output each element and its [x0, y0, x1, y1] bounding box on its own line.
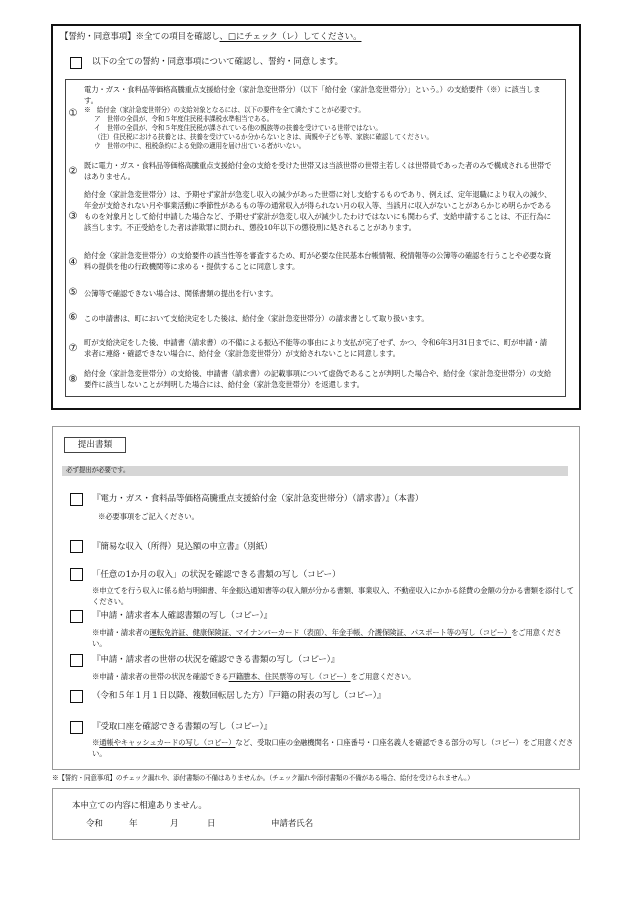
date-month: 月: [170, 819, 179, 829]
declaration-statement: 本申立ての内容に相違ありません。: [72, 801, 207, 811]
must-submit-bar: [62, 466, 568, 476]
document-7-note: ※通帳やキャッシュカードの写し（コピー）など、受取口座の金融機関名・口座番号・口座名義人を確認できる部分の写し（コピー）をご用意ください。: [92, 738, 574, 758]
document-7-title: 『受取口座を確認できる書類の写し（コピー）』: [92, 722, 273, 732]
document-6-title: （令和５年１月１日以降、複数回転居した方）『戸籍の附表の写し（コピー）』: [92, 691, 386, 701]
document-5-note: ※申請・請求者の世帯の状況を確認できる戸籍謄本、住民票等の写し（コピー）をご用意ください。: [92, 672, 416, 681]
all-agree-checkbox[interactable]: [70, 57, 82, 69]
pledge-item-2-text: 既に電力・ガス・食料品等価格高騰重点支援給付金の支給を受けた世帯又は当該世帯の世帯主若しくは世帯員であった者のみで構成される世帯ではありません。: [84, 161, 552, 181]
pledge-item-1-note-caution: （注）住民税における扶養とは、扶養を受けているか分からないときは、両親や子ども等、家族に確認してください。: [94, 133, 433, 141]
document-1-title: 『電力・ガス・食料品等価格高騰重点支援給付金（家計急変世帯分）（請求書）』（本書）: [92, 494, 424, 504]
document-checkbox[interactable]: [70, 568, 83, 581]
document-3-title: 「任意の1か月の収入」の状況を確認できる書類の写し（コピー）: [92, 570, 341, 580]
document-4-title: 『申請・請求者本人確認書類の写し（コピー）』: [92, 611, 273, 621]
pledge-heading-bracket: 【誓約・同意事項】: [60, 32, 136, 42]
pledge-item-5-text: 公簿等で確認できない場合は、関係書類の提出を行います。: [84, 289, 278, 298]
declaration-section: [52, 788, 580, 840]
document-1-note: ※必要事項をご記入ください。: [98, 512, 199, 521]
document-checkbox[interactable]: [70, 690, 83, 703]
pledge-item-number: ①: [68, 108, 78, 119]
pledge-heading: [60, 31, 575, 44]
all-agree-text: 以下の全ての誓約・同意事項について確認し、誓約・同意します。: [92, 57, 343, 67]
footer-note: ※【誓約・同意事項】のチェック漏れや、添付書類の不備はありませんか。（チェック漏れや添付書類の不備がある場合、給付を受けられません。）: [52, 774, 474, 782]
document-2-title: 『簡易な収入（所得）見込額の申立書』（別紙）: [92, 542, 273, 552]
applicant-name-label: 申請者氏名: [271, 819, 313, 829]
document-checkbox[interactable]: [70, 493, 83, 506]
pledge-item-1-note-i: イ 世帯の全員が、令和５年度住民税が課されている他の親族等の扶養を受けている世帯ではない。: [94, 124, 382, 132]
document-4-note: ※申請・請求者の運転免許証、健康保険証、マイナンバーカード（表面）、年金手帳、介護保険証、パスポート等の写し（コピー）をご用意ください。: [92, 628, 562, 648]
pledge-heading-instruction: 、□にチェック（レ）してください。: [219, 32, 362, 42]
pledge-item-number: ⑧: [68, 374, 78, 385]
pledge-item-8-text: 給付金（家計急変世帯分）の支給後、申請書（請求書）の記載事項について虚偽であることが判明した場合や、給付金（家計急変世帯分）の支給要件に該当しないことが判明した場合には、給付金（家計急変世帯分）を返還します。: [84, 369, 552, 389]
document-3-note: ※申立てを行う収入に係る給与明細書、年金振込通知書等の収入額が分かる書類、事業収入、不動産収入にかかる経費の金額の分かる書類を添付してください。: [92, 586, 574, 606]
pledge-item-1-note: ※ 給付金（家計急変世帯分）の支給対象となるには、以下の要件を全て満たすことが必要です。: [84, 106, 365, 114]
documents-label: 提出書類: [64, 437, 126, 453]
date-year: 年: [129, 819, 138, 829]
pledge-item-1-note-a: ア 世帯の全員が、令和５年度住民税非課税水準相当である。: [94, 115, 274, 123]
pledge-item-7-text: 町が支給決定をした後、申請書（請求書）の不備による振込不能等の事由により支払が完了せず、かつ、令和6年3月31日までに、町が申請・請求者に連絡・確認できない場合に、給付金（家計急変世帯分）が支給されないことに同意します。: [84, 338, 547, 358]
pledge-item-number: ③: [68, 211, 78, 222]
document-checkbox[interactable]: [70, 610, 83, 623]
document-checkbox[interactable]: [70, 654, 83, 667]
pledge-item-3-text: 給付金（家計急変世帯分）は、予期せず家計が急変し収入の減少があった世帯に対し支給するものであり、例えば、定年退職により収入の減少、年金が支給されない月や事業活動に季節性があるもの等の通常収入が得られない月の収入等、当該月に収入がないことがあらかじめ明らかであるものを対象月として給付申請した場合など、予期せず家計が急変し収入が減少したわけではないにも関わらず、支給申請することは、不正行為に該当します。不正受給をした者は詐欺罪に問われ、懲役10年以下の懲役刑に処されることがあります。: [84, 190, 552, 232]
date-era: 令和: [86, 819, 103, 829]
date-day: 日: [207, 819, 216, 829]
pledge-item-4-text: 給付金（家計急変世帯分）の支給要件の該当性等を審査するため、町が必要な住民基本台帳情報、税情報等の公簿等の確認を行うことや必要な資料の提供を他の行政機関等に求める・提供することに同意します。: [84, 251, 552, 271]
pledge-item-1-note-u: ウ 世帯の中に、租税条約による免除の適用を届け出ている者がいない。: [94, 142, 305, 150]
document-checkbox[interactable]: [70, 721, 83, 734]
pledge-item-number: ④: [68, 257, 78, 268]
pledge-item-number: ⑤: [68, 287, 78, 298]
pledge-heading-mid: ※全ての項目を確認し: [135, 32, 220, 42]
must-submit-note: 必ず提出が必要です。: [66, 466, 130, 474]
pledge-item-6-text: この申請書は、町において支給決定をした後は、給付金（家計急変世帯分）の請求書として取り扱います。: [84, 314, 429, 323]
pledge-item-number: ⑦: [68, 343, 78, 354]
document-checkbox[interactable]: [70, 540, 83, 553]
pledge-item-number: ⑥: [68, 312, 78, 323]
pledge-item-1-text: 電力・ガス・食料品等価格高騰重点支援給付金（家計急変世帯分）（以下「給付金（家計急変世帯分）」という。）の支給要件（※）に該当します。: [84, 85, 541, 105]
pledge-item-number: ②: [68, 166, 78, 177]
document-5-title: 『申請・請求者の世帯の状況を確認できる書類の写し（コピー）』: [92, 655, 340, 665]
